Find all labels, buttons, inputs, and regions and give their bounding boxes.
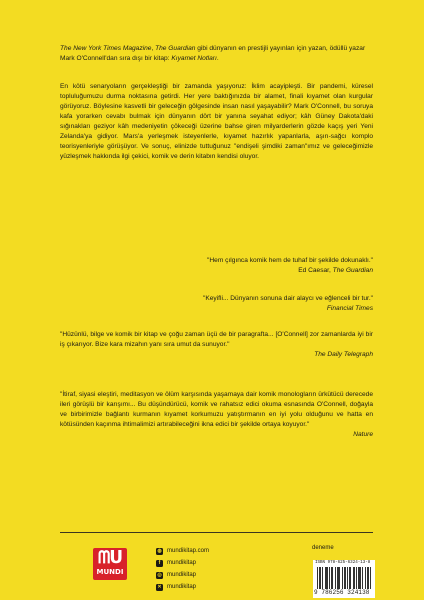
instagram-icon: ◎ xyxy=(157,571,162,578)
link-text: mundikitap xyxy=(167,572,197,578)
divider xyxy=(60,532,373,533)
link-text: mundikitap.com xyxy=(167,548,210,554)
publication-name: The Guardian xyxy=(155,45,196,52)
quote-text: "Hem çılgınca komik hem de tuhaf bir şekilde dokunaklı." xyxy=(207,257,373,264)
link-text: mundikitap xyxy=(167,584,197,590)
synopsis-paragraph: En kötü senaryoların gerçekleştiği bir zamanda yaşıyoruz: İklim acayipleşti. Bir pandemi, küresel topluluğumuzu durma noktasına getirdi. Her yere baktığınızda bir alamet, finali kıyamet olan kurgular görüyoruz. Böylesine kasvetli bir geleceğin gölgesinde insan nasıl yaşayabilir? Mark O'Connell, bu soruya kafa yorarken cevabı bulmak için dünyanın dört bir yanına seyahat ediyor; kâh Güney Dakota'daki sığınakları geziyor kâh medeniyetin çökeceği üzerine bahse giren milyarderlerin gözde kaçış yeri Yeni Zelanda'ya gidiyor. Mars'a yerleşmek isteyenlerle, kıyamet hazırlık yapanlarla, aşırı-sağcı komplo teorisyenleriyle görüşüyor. Ve sonuç, elinizde tuttuğunuz "endişeli şimdiki zaman"ımız ve geleceğimizle yüzleşmek hakkında ilgi çekici, komik ve derin kitabın kendisi oluyor. xyxy=(60,83,373,160)
quote-source: The Daily Telegraph xyxy=(314,351,373,358)
link-row xyxy=(156,569,209,581)
quote-source: Nature xyxy=(353,431,373,438)
category-label: deneme xyxy=(312,545,334,551)
link-row xyxy=(156,545,209,557)
quote-text: "Keyifli... Dünyanın sonuna dair alaycı ve eğlenceli bir tur." xyxy=(203,295,373,302)
link-text: mundikitap xyxy=(167,560,197,566)
review-quote xyxy=(60,294,373,314)
link-row xyxy=(156,557,209,569)
quote-source: Ed Caesar, The Guardian xyxy=(298,267,373,274)
barcode xyxy=(313,560,375,598)
review-quote xyxy=(60,330,373,360)
publication-name: The New York Times Magazine xyxy=(60,45,152,52)
review-quote xyxy=(60,256,373,276)
publisher-links xyxy=(156,545,209,593)
barcode-bars xyxy=(317,567,371,589)
quote-source: Financial Times xyxy=(326,305,373,312)
logo-wordmark: MUNDI xyxy=(96,568,124,576)
quote-text: "Hüzünlü, bilge ve komik bir kitap ve çoğu zaman üçü de bir paragrafta... [O'Connell] zor zamanlarda iyi bir iş çıkarıyor. Bize kara mizahın yanı sıra umut da sunuyor." xyxy=(60,331,373,348)
logo-mark: ᗰᑌ xyxy=(97,548,123,568)
publisher-logo xyxy=(93,548,127,580)
facebook-icon: f xyxy=(156,560,163,567)
link-row xyxy=(156,581,209,593)
review-quote xyxy=(60,390,373,440)
isbn-label: ISBN 978-625-6324-13-8 xyxy=(315,561,371,565)
intro-paragraph: The New York Times Magazine, The Guardian gibi dünyanın en prestijli yayınları için yazan, ödüllü yazar Mark O'Connell'dan sıra dışı bir kitap: Kıyamet Notları. xyxy=(60,45,366,62)
barcode-digits: 9 786256 324138 xyxy=(314,589,370,596)
x-icon: ✕ xyxy=(157,583,162,590)
book-title: Kıyamet Notları xyxy=(171,55,217,62)
web-icon: ◍ xyxy=(157,547,162,554)
quote-text: "İtiraf, siyasi eleştiri, meditasyon ve ölüm karşısında yaşamaya dair komik monologların ürkütücü derecede ileri görüşlü bir karışımı... Bu düşündürücü, komik ve rahatsız edici okuma esnasında O'Connell, doğayla ve birbirimizle bağlantı kurmanın kıyamet korkumuzu yatıştırmanın en iyi yolu olduğunu ve hatta en kötüsünden kaçınma ihtimalimizi artırabileceğini ikna edici bir şekilde ortaya koyuyor." xyxy=(60,391,373,428)
